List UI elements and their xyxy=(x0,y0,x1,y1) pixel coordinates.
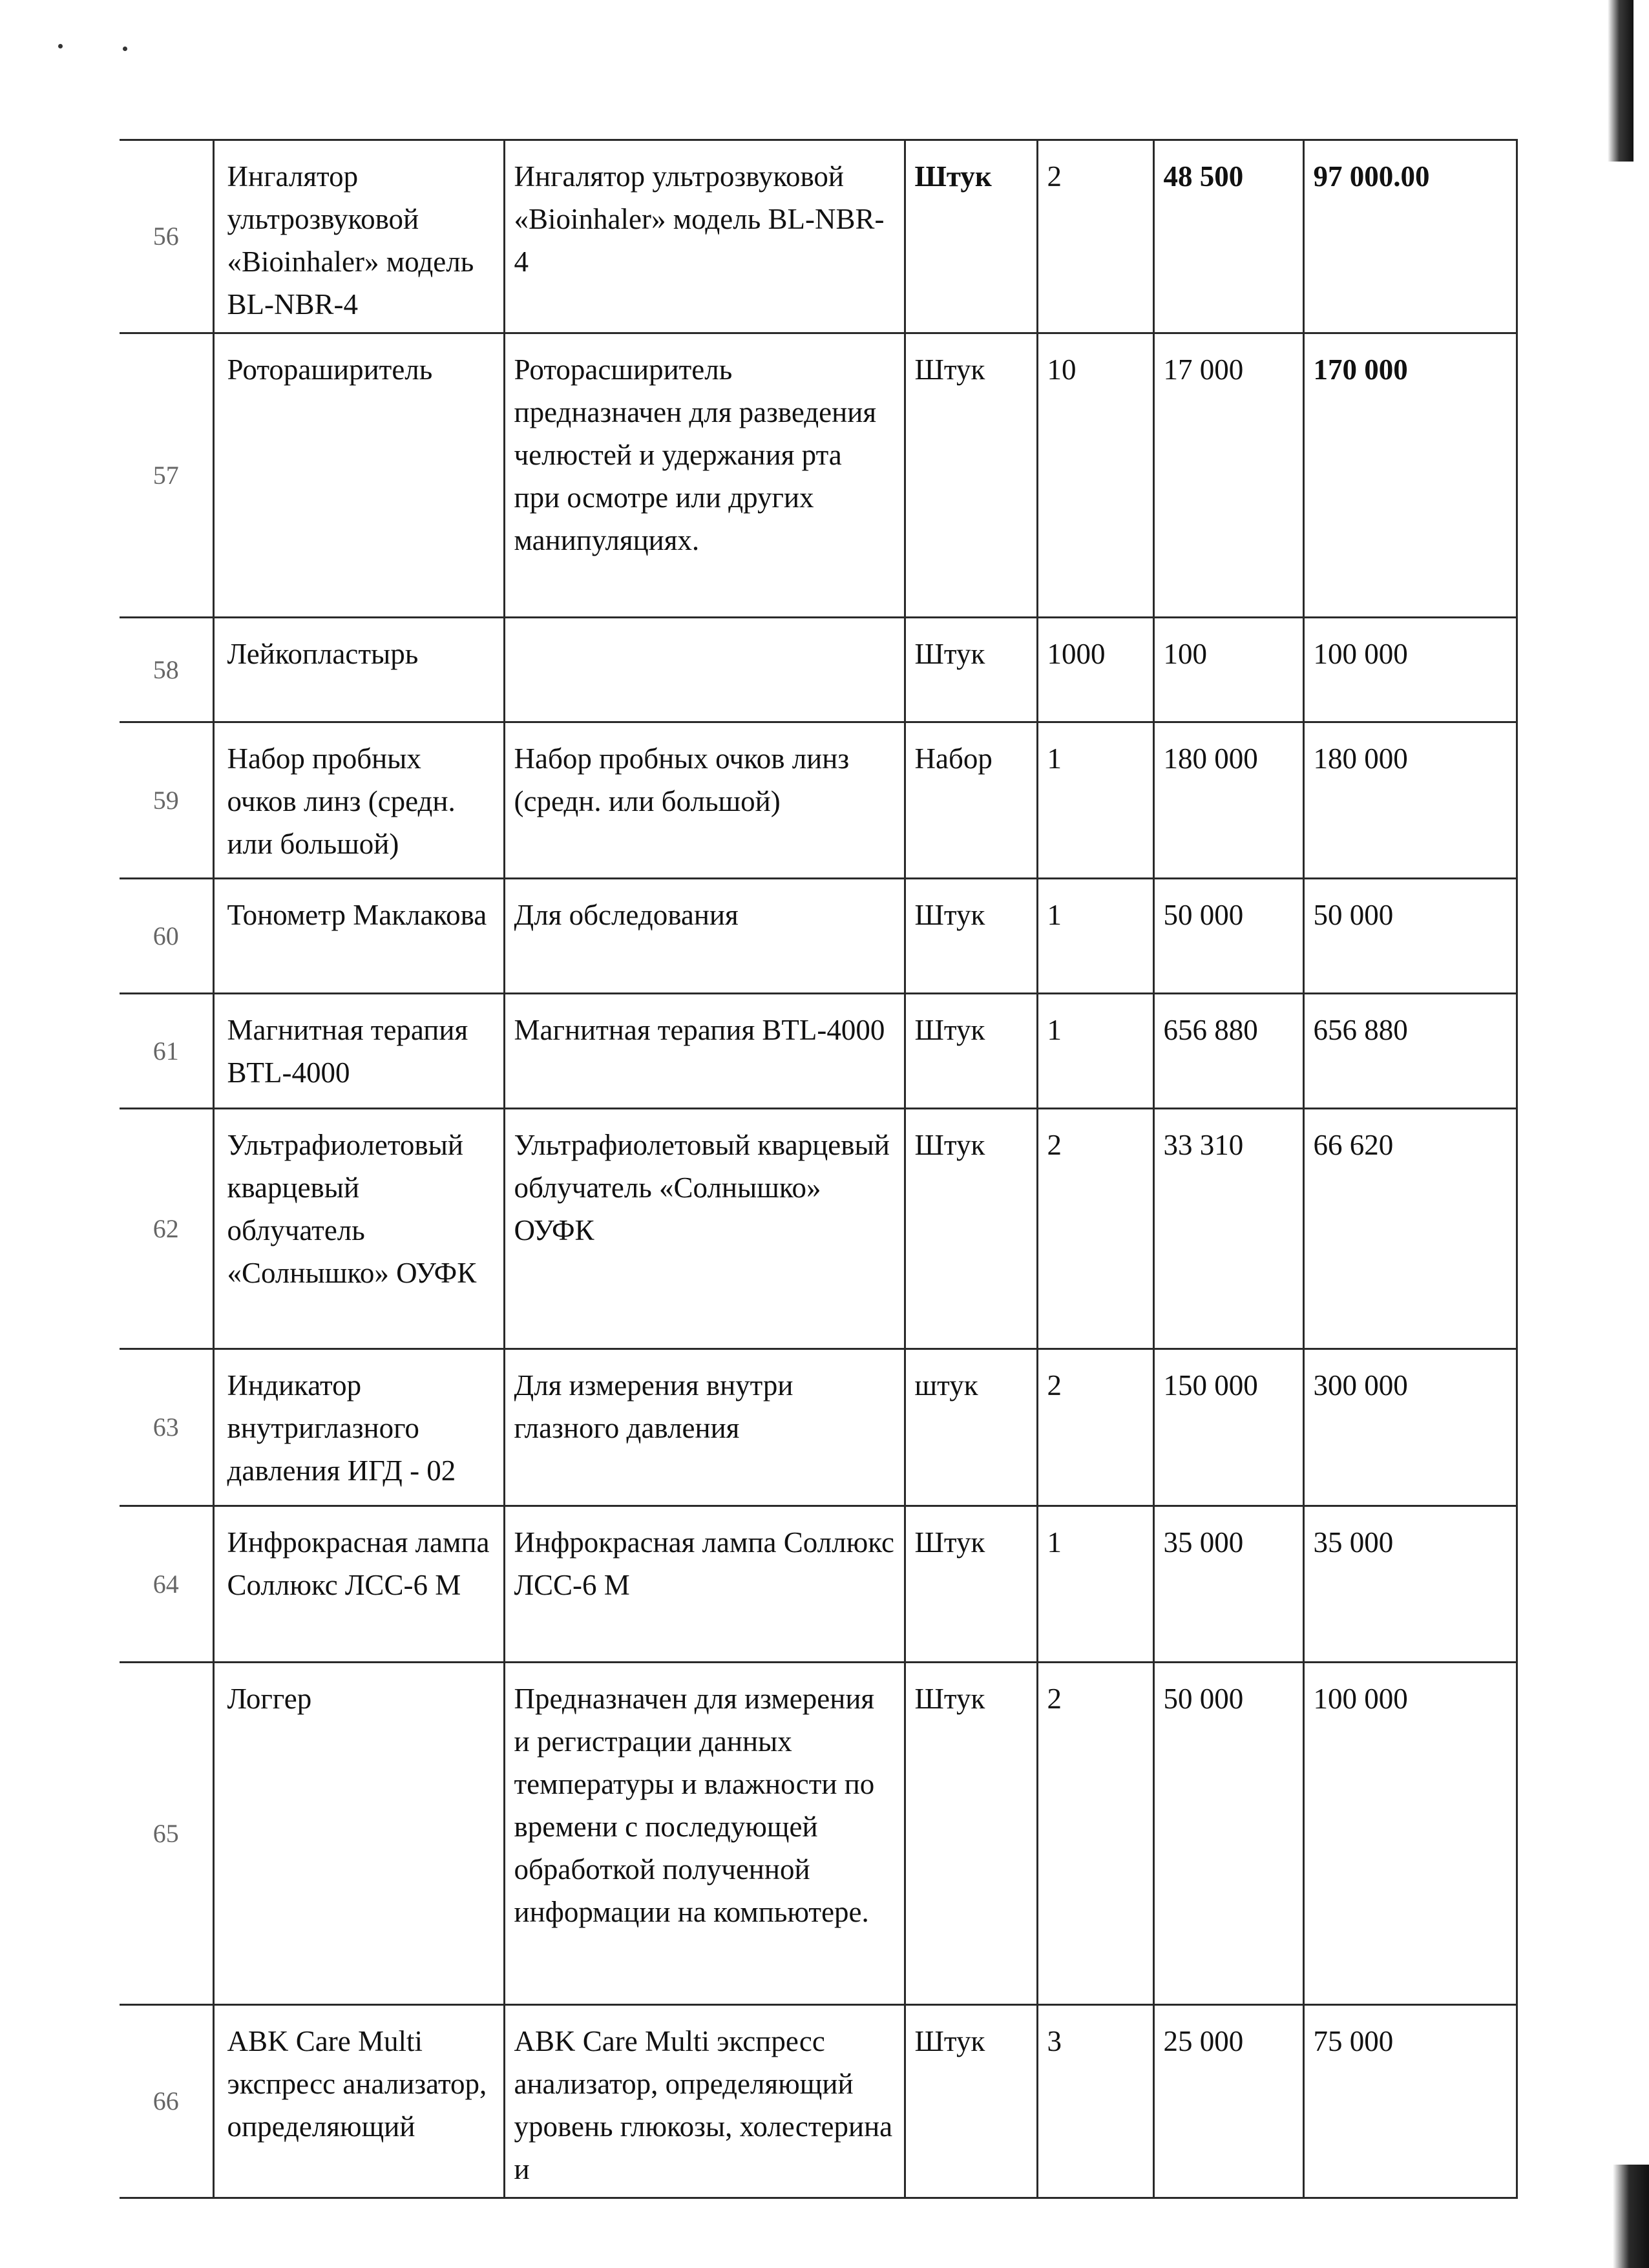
item-total: 170 000 xyxy=(1303,333,1517,618)
item-name: Индикатор внутриглазного давления ИГД - 02 xyxy=(213,1349,504,1506)
row-number: 63 xyxy=(120,1349,213,1506)
item-total: 656 880 xyxy=(1303,994,1517,1109)
row-number: 65 xyxy=(120,1663,213,2005)
table-row xyxy=(120,333,1517,618)
item-unit: Штук xyxy=(905,1506,1037,1663)
item-quantity: 2 xyxy=(1037,140,1153,333)
table-row xyxy=(120,879,1517,994)
item-total: 180 000 xyxy=(1303,722,1517,879)
item-name: Ингалятор ультрозвуковой «Bioinhaler» модель BL-NBR-4 xyxy=(213,140,504,333)
table-row xyxy=(120,2005,1517,2198)
table-row xyxy=(120,1109,1517,1349)
item-unit: Штук xyxy=(905,879,1037,994)
item-unit: Штук xyxy=(905,994,1037,1109)
row-number: 57 xyxy=(120,333,213,618)
table-row xyxy=(120,1506,1517,1663)
row-number: 59 xyxy=(120,722,213,879)
item-unit: Штук xyxy=(905,140,1037,333)
item-quantity: 2 xyxy=(1037,1109,1153,1349)
item-description: Роторасширитель предназначен для разведения челюстей и удержания рта при осмотре или других манипуляциях. xyxy=(504,333,905,618)
item-price: 180 000 xyxy=(1153,722,1303,879)
item-description: Для измерения внутри глазного давления xyxy=(504,1349,905,1506)
item-unit: Штук xyxy=(905,2005,1037,2198)
item-description: Магнитная терапия BTL-4000 xyxy=(504,994,905,1109)
item-total: 35 000 xyxy=(1303,1506,1517,1663)
item-unit: Штук xyxy=(905,1663,1037,2005)
item-name: ABK Care Multi экспресс анализатор, определяющий xyxy=(213,2005,504,2198)
item-description: Ингалятор ультрозвуковой «Bioinhaler» модель BL-NBR-4 xyxy=(504,140,905,333)
item-name: Набор пробных очков линз (средн. или большой) xyxy=(213,722,504,879)
item-description: Набор пробных очков линз (средн. или большой) xyxy=(504,722,905,879)
table-row xyxy=(120,1349,1517,1506)
item-total: 97 000.00 xyxy=(1303,140,1517,333)
item-total: 100 000 xyxy=(1303,618,1517,722)
row-number: 66 xyxy=(120,2005,213,2198)
item-price: 50 000 xyxy=(1153,879,1303,994)
row-number: 61 xyxy=(120,994,213,1109)
item-unit: штук xyxy=(905,1349,1037,1506)
item-price: 33 310 xyxy=(1153,1109,1303,1349)
item-total: 50 000 xyxy=(1303,879,1517,994)
item-description: Инфрокрасная лампа Соллюкс ЛСС-6 М xyxy=(504,1506,905,1663)
item-unit: Штук xyxy=(905,333,1037,618)
item-name: Магнитная терапия BTL-4000 xyxy=(213,994,504,1109)
item-name: Тонометр Маклакова xyxy=(213,879,504,994)
scan-speck xyxy=(58,44,63,48)
scan-speck xyxy=(123,47,127,51)
item-unit: Штук xyxy=(905,1109,1037,1349)
row-number: 58 xyxy=(120,618,213,722)
item-name: Лейкопластырь xyxy=(213,618,504,722)
table-row xyxy=(120,140,1517,333)
item-total: 300 000 xyxy=(1303,1349,1517,1506)
item-total: 100 000 xyxy=(1303,1663,1517,2005)
item-price: 17 000 xyxy=(1153,333,1303,618)
row-number: 62 xyxy=(120,1109,213,1349)
item-description: Для обследования xyxy=(504,879,905,994)
scan-edge-bottom xyxy=(1613,2165,1649,2268)
table-row xyxy=(120,994,1517,1109)
table-row xyxy=(120,618,1517,722)
item-name: Логгер xyxy=(213,1663,504,2005)
item-price: 100 xyxy=(1153,618,1303,722)
item-quantity: 1 xyxy=(1037,994,1153,1109)
item-quantity: 1 xyxy=(1037,722,1153,879)
item-quantity: 1 xyxy=(1037,1506,1153,1663)
row-number: 64 xyxy=(120,1506,213,1663)
item-unit: Набор xyxy=(905,722,1037,879)
equipment-table xyxy=(120,139,1518,2199)
item-quantity: 1 xyxy=(1037,879,1153,994)
item-quantity: 2 xyxy=(1037,1663,1153,2005)
item-price: 150 000 xyxy=(1153,1349,1303,1506)
item-description: Предназначен для измерения и регистрации данных температуры и влажности по времени с последующей обработкой полученной информации на компьютере. xyxy=(504,1663,905,2005)
item-description: ABK Care Multi экспресс анализатор, определяющий уровень глюкозы, холестерина и xyxy=(504,2005,905,2198)
row-number: 56 xyxy=(120,140,213,333)
item-price: 25 000 xyxy=(1153,2005,1303,2198)
item-price: 48 500 xyxy=(1153,140,1303,333)
item-quantity: 2 xyxy=(1037,1349,1153,1506)
item-unit: Штук xyxy=(905,618,1037,722)
item-name: Ультрафиолетовый кварцевый облучатель «Солнышко» ОУФК xyxy=(213,1109,504,1349)
item-price: 50 000 xyxy=(1153,1663,1303,2005)
scan-edge-top xyxy=(1608,0,1633,162)
item-name: Инфрокрасная лампа Соллюкс ЛСС-6 М xyxy=(213,1506,504,1663)
item-price: 656 880 xyxy=(1153,994,1303,1109)
item-total: 66 620 xyxy=(1303,1109,1517,1349)
item-quantity: 1000 xyxy=(1037,618,1153,722)
item-price: 35 000 xyxy=(1153,1506,1303,1663)
item-description xyxy=(504,618,905,722)
item-name: Ротораширитель xyxy=(213,333,504,618)
item-quantity: 3 xyxy=(1037,2005,1153,2198)
table-row xyxy=(120,722,1517,879)
item-quantity: 10 xyxy=(1037,333,1153,618)
item-description: Ультрафиолетовый кварцевый облучатель «Солнышко» ОУФК xyxy=(504,1109,905,1349)
table-row xyxy=(120,1663,1517,2005)
item-total: 75 000 xyxy=(1303,2005,1517,2198)
row-number: 60 xyxy=(120,879,213,994)
